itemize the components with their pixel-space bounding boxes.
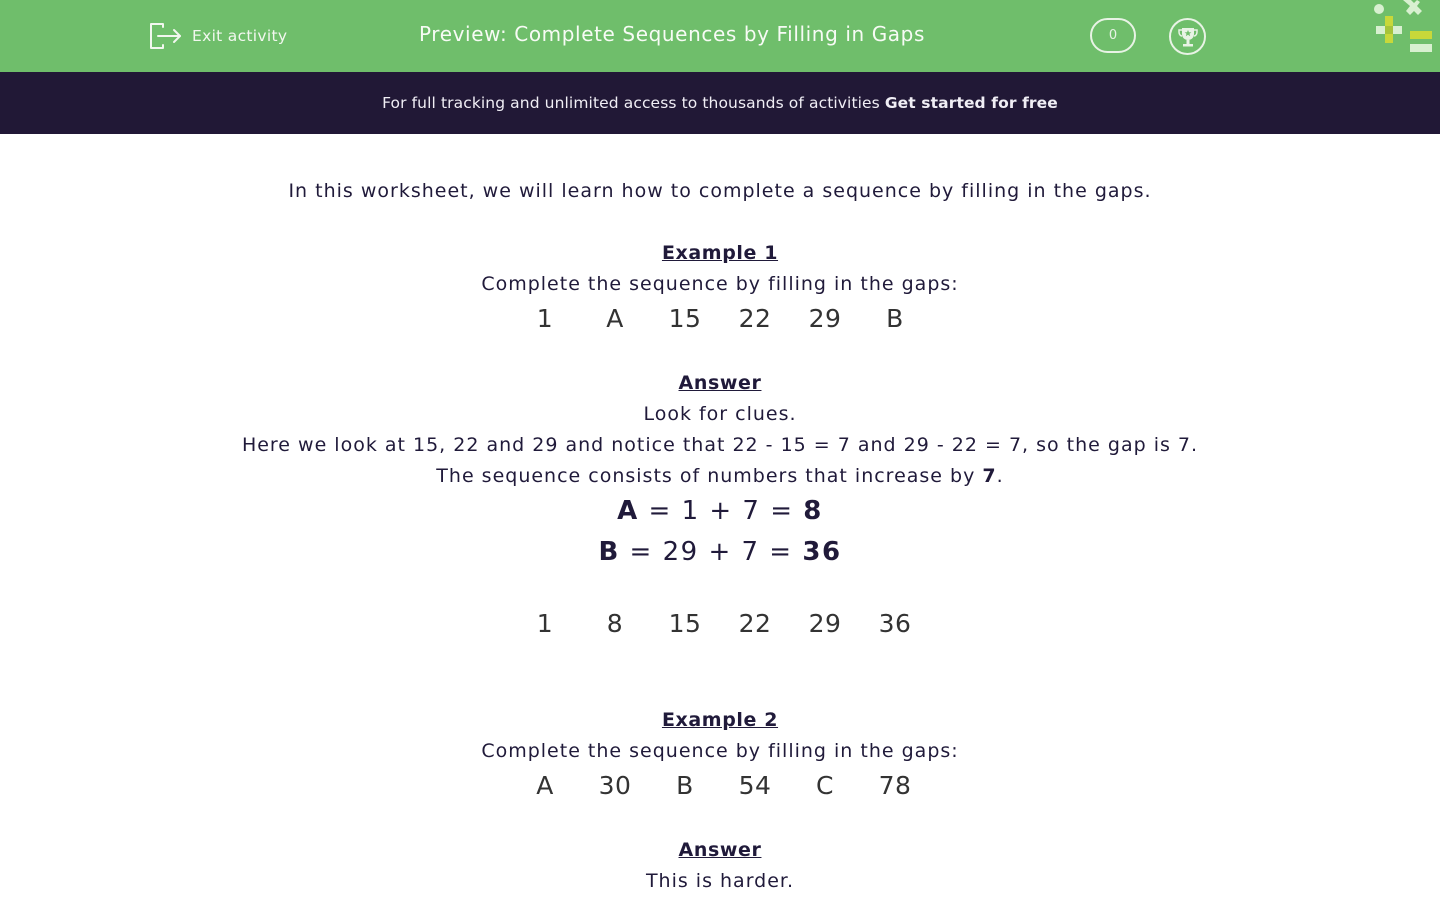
equation-result: 36 (802, 537, 842, 567)
equation-b (0, 537, 1440, 567)
banner-text: For full tracking and unlimited access to thousands of activities (382, 94, 880, 112)
example-2-prompt: Complete the sequence by filling in the gaps: (481, 740, 959, 762)
sequence-term: 1 (536, 304, 554, 333)
sequence-term: 29 (808, 304, 842, 333)
get-started-link[interactable]: Get started for free (884, 94, 1058, 112)
signup-banner (0, 72, 1440, 134)
equation-result: 8 (803, 496, 823, 526)
equation-var: A (617, 496, 639, 526)
equation-expr: = 29 + 7 = (619, 537, 803, 567)
sequence-term: 30 (598, 771, 632, 800)
answer-line: Look for clues. (643, 403, 797, 425)
period: . (996, 465, 1004, 487)
sequence-term: A (536, 771, 554, 800)
page-title: Preview: Complete Sequences by Filling in Gaps (419, 22, 925, 46)
example-2-answer-heading: Answer (678, 839, 762, 861)
answer-line: This is harder. (645, 870, 795, 892)
example-1-answer-heading: Answer (678, 372, 762, 394)
example-2-heading: Example 2 (661, 709, 779, 731)
sequence-term: 8 (606, 609, 624, 638)
sequence-term: 22 (738, 609, 772, 638)
score-badge: 0 (1090, 18, 1136, 53)
math-symbols-logo (1370, 0, 1440, 56)
example-1-sequence (0, 304, 1440, 338)
increase-text: The sequence consists of numbers that increase by (436, 465, 976, 487)
top-bar (0, 0, 1440, 72)
equation-expr: = 1 + 7 = (638, 496, 804, 526)
example-1-heading: Example 1 (661, 242, 779, 264)
sequence-term: 36 (878, 609, 912, 638)
example-2-sequence (0, 771, 1440, 805)
sequence-term: 15 (668, 609, 702, 638)
sequence-term: 29 (808, 609, 842, 638)
exit-activity-label: Exit activity (192, 27, 288, 45)
answer-line (0, 465, 1440, 487)
sequence-term: B (676, 771, 694, 800)
trophy-icon (1177, 26, 1199, 48)
equation-var: B (598, 537, 620, 567)
intro-text: In this worksheet, we will learn how to complete a sequence by filling in the gaps. (288, 180, 1152, 202)
equation-a (0, 496, 1440, 526)
answer-line: Here we look at 15, 22 and 29 and notice that 22 - 15 = 7 and 29 - 22 = 7, so the gap is 7. (241, 434, 1199, 456)
sequence-term: A (606, 304, 624, 333)
example-1-prompt: Complete the sequence by filling in the gaps: (481, 273, 959, 295)
increase-value: 7 (982, 465, 997, 487)
sequence-term: B (886, 304, 904, 333)
sequence-term: 22 (738, 304, 772, 333)
sequence-term: 15 (668, 304, 702, 333)
sequence-term: 54 (738, 771, 772, 800)
sequence-term: 1 (536, 609, 554, 638)
example-1-completed-sequence (0, 609, 1440, 643)
trophy-button[interactable] (1169, 18, 1206, 55)
sequence-term: 78 (878, 771, 912, 800)
sequence-term: C (816, 771, 834, 800)
